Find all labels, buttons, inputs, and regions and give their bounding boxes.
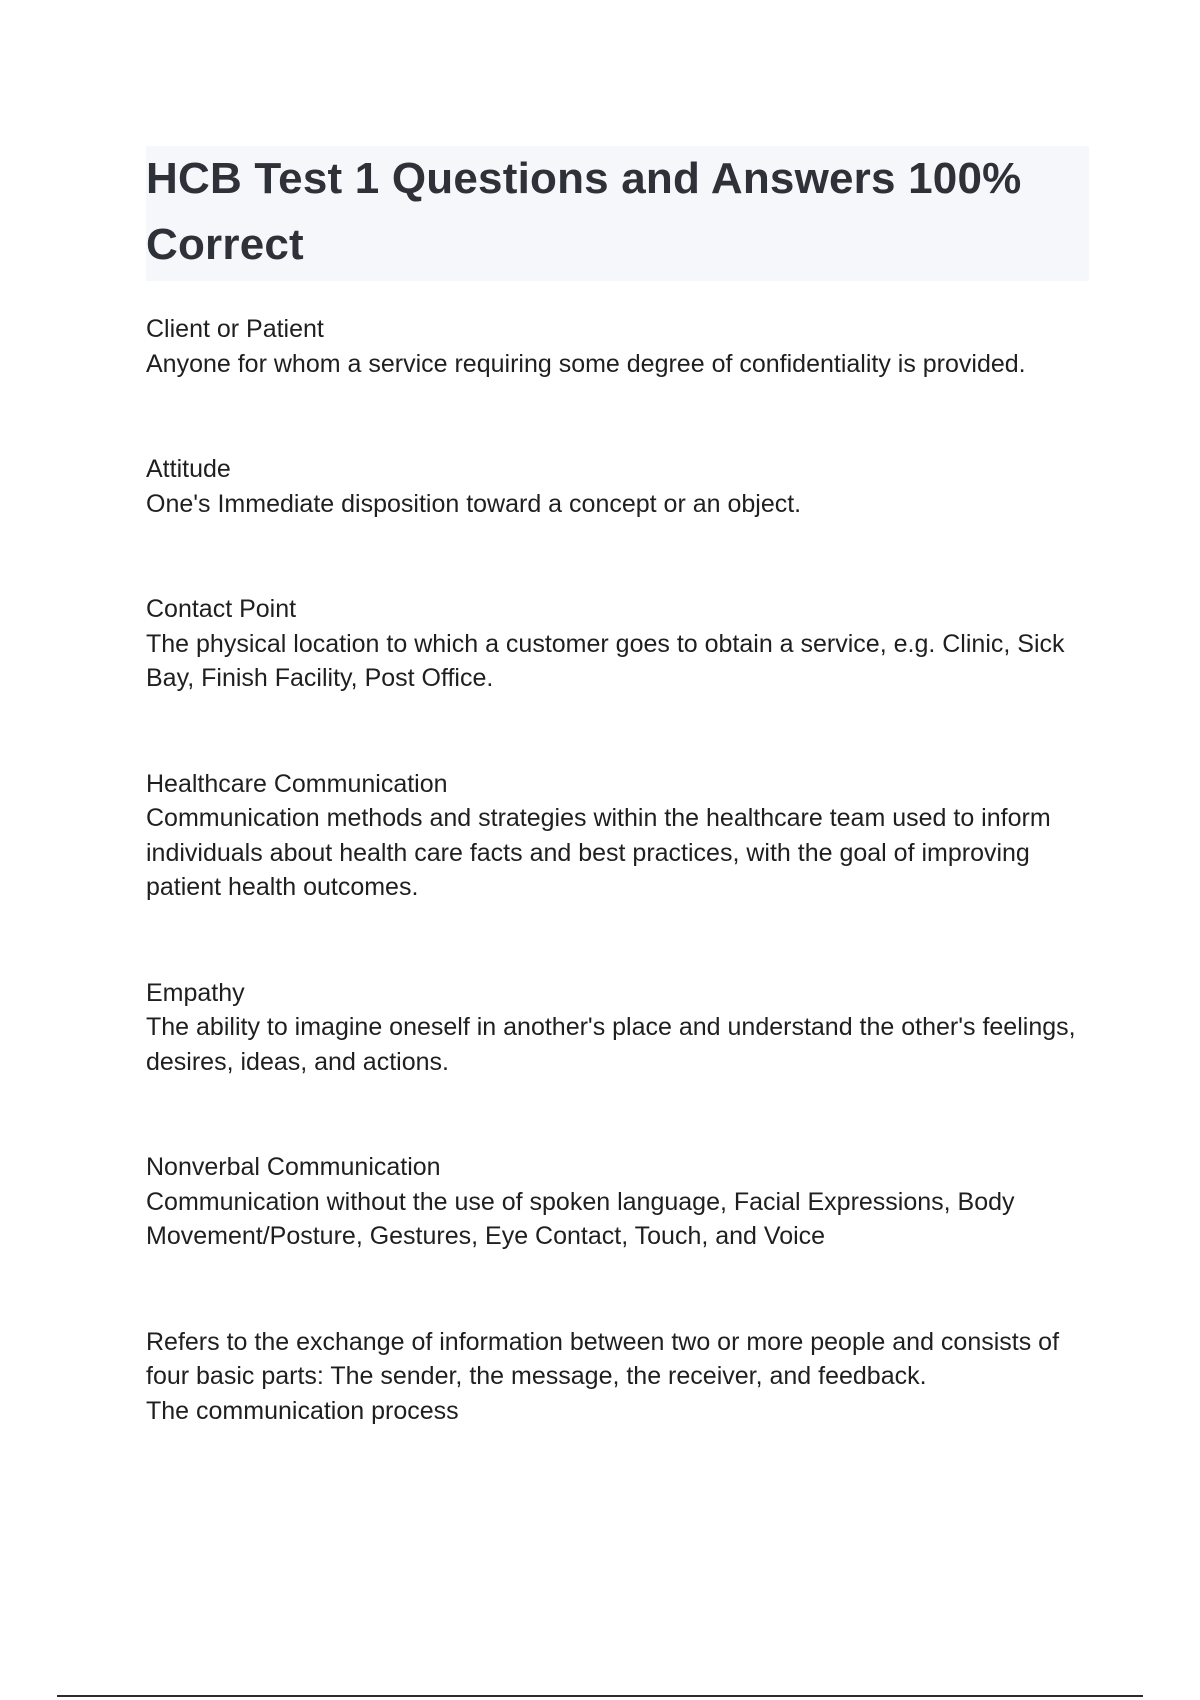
entry-definition: Communication methods and strategies within the healthcare team used to inform individuals about health care facts and best practices, with the goal of improving patient health outcomes. [146,804,1051,901]
entry-definition: Refers to the exchange of information between two or more people and consists of four basic parts: The sender, the message, the receiver, and feedback. [146,1327,1060,1390]
title-banner [146,146,1089,281]
list-item [146,1150,1096,1254]
entry-term: The communication process [146,1396,459,1425]
list-item [146,767,1096,905]
list-item [146,452,1096,521]
entry-definition: One's Immediate disposition toward a concept or an object. [146,489,802,518]
entry-term: Nonverbal Communication [146,1153,441,1181]
list-item [146,312,1096,381]
entry-term: Healthcare Communication [146,769,448,798]
flashcard-list [146,312,1096,1428]
list-item [146,1325,1096,1429]
page-title: HCB Test 1 Questions and Answers 100% Correct [146,154,1022,269]
entry-term: Empathy [146,978,245,1007]
entry-definition: The ability to imagine oneself in another's place and understand the other's feelings, desires, ideas, and actions. [146,1013,1076,1076]
list-item [146,976,1096,1080]
entry-term: Client or Patient [146,315,324,343]
entry-definition: The physical location to which a customer goes to obtain a service, e.g. Clinic, Sick Bay, Finish Facility, Post Office. [146,629,1065,692]
entry-definition: Anyone for whom a service requiring some degree of confidentiality is provided. [146,349,1026,378]
entry-definition: Communication without the use of spoken language, Facial Expressions, Body Movement/Posture, Gestures, Eye Contact, Touch, and Voice [146,1187,1015,1250]
entry-term: Attitude [146,455,231,483]
entry-term: Contact Point [146,595,297,623]
footer-divider [57,1695,1143,1697]
list-item [146,592,1096,696]
